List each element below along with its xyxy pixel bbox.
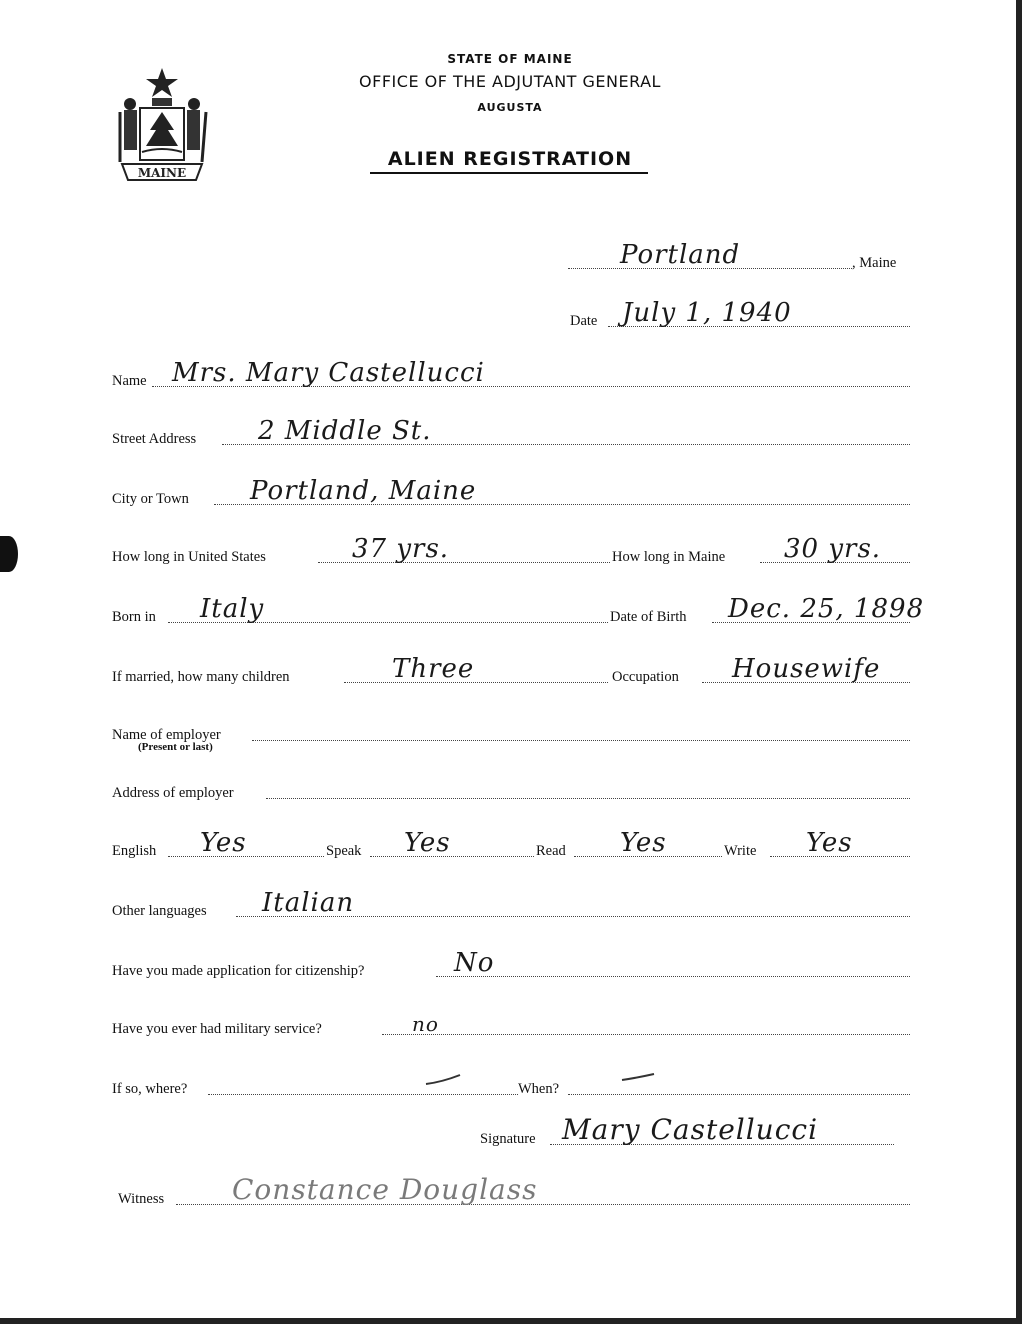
name-label: Name bbox=[112, 373, 147, 389]
name-value[interactable]: Mrs. Mary Castellucci bbox=[172, 358, 485, 388]
maine-time-value[interactable]: 30 yrs. bbox=[784, 534, 882, 564]
write-label: Write bbox=[724, 843, 757, 859]
maine-state-seal bbox=[108, 66, 216, 190]
employer-address-label: Address of employer bbox=[112, 785, 234, 801]
military-value[interactable]: no bbox=[412, 1012, 439, 1036]
citizenship-row bbox=[0, 940, 1024, 980]
military-label: Have you ever had military service? bbox=[112, 1021, 322, 1037]
english-label: English bbox=[112, 843, 157, 859]
street-label: Street Address bbox=[112, 431, 197, 447]
signature-value[interactable]: Mary Castellucci bbox=[562, 1113, 819, 1146]
title-underline bbox=[370, 172, 648, 174]
citizenship-label: Have you made application for citizenship? bbox=[112, 963, 365, 979]
family-row bbox=[0, 646, 1024, 686]
city-heading: AUGUSTA bbox=[477, 101, 543, 114]
service-row bbox=[0, 1058, 1024, 1098]
employer-sublabel: (Present or last) bbox=[138, 741, 213, 753]
other-languages-value[interactable]: Italian bbox=[262, 888, 355, 918]
dob-value[interactable]: Dec. 25, 1898 bbox=[728, 594, 925, 624]
street-row bbox=[0, 408, 1024, 448]
place-value[interactable]: Portland bbox=[620, 240, 741, 270]
write-value[interactable]: Yes bbox=[806, 828, 853, 858]
read-label: Read bbox=[536, 843, 566, 859]
born-label: Born in bbox=[112, 609, 156, 625]
witness-row bbox=[0, 1168, 1024, 1208]
where-check-mark bbox=[424, 1072, 464, 1088]
city-row bbox=[0, 468, 1024, 508]
us-time-value[interactable]: 37 yrs. bbox=[352, 534, 450, 564]
birth-row bbox=[0, 586, 1024, 626]
employer-label: Name of employer bbox=[112, 727, 221, 743]
military-row bbox=[0, 998, 1024, 1038]
city-value[interactable]: Portland, Maine bbox=[250, 476, 477, 506]
svg-text:MAINE: MAINE bbox=[137, 166, 187, 180]
occupation-value[interactable]: Housewife bbox=[732, 654, 881, 684]
english-row bbox=[0, 820, 1024, 860]
when-check-mark bbox=[620, 1070, 660, 1084]
children-value[interactable]: Three bbox=[392, 654, 475, 684]
name-row bbox=[0, 350, 1024, 390]
place-suffix: , Maine bbox=[852, 255, 897, 271]
children-label: If married, how many children bbox=[112, 669, 290, 685]
street-value[interactable]: 2 Middle St. bbox=[258, 416, 432, 446]
city-label: City or Town bbox=[112, 491, 189, 507]
other-languages-label: Other languages bbox=[112, 903, 207, 919]
speak-label: Speak bbox=[326, 843, 362, 859]
witness-value[interactable]: Constance Douglass bbox=[232, 1173, 538, 1206]
signature-label: Signature bbox=[480, 1131, 536, 1147]
date-row bbox=[0, 290, 1024, 330]
maine-time-label: How long in Maine bbox=[612, 549, 726, 565]
place-row bbox=[0, 232, 1024, 272]
dob-label: Date of Birth bbox=[610, 609, 687, 625]
form-title: ALIEN REGISTRATION bbox=[387, 148, 633, 170]
where-label: If so, where? bbox=[112, 1081, 188, 1097]
when-label: When? bbox=[518, 1081, 560, 1097]
born-value[interactable]: Italy bbox=[200, 594, 265, 624]
state-heading: STATE OF MAINE bbox=[447, 52, 573, 66]
signature-row bbox=[0, 1108, 1024, 1148]
speak-value[interactable]: Yes bbox=[404, 828, 451, 858]
witness-label: Witness bbox=[118, 1191, 165, 1207]
date-label: Date bbox=[570, 313, 598, 329]
office-heading: OFFICE OF THE ADJUTANT GENERAL bbox=[359, 72, 661, 91]
citizenship-value[interactable]: No bbox=[454, 948, 495, 978]
us-time-label: How long in United States bbox=[112, 549, 266, 565]
employer-row bbox=[0, 704, 1024, 744]
residence-row bbox=[0, 526, 1024, 566]
languages-row bbox=[0, 880, 1024, 920]
employer-address-row bbox=[0, 762, 1024, 802]
read-value[interactable]: Yes bbox=[620, 828, 667, 858]
occupation-label: Occupation bbox=[612, 669, 679, 685]
date-value[interactable]: July 1, 1940 bbox=[622, 298, 792, 328]
english-value[interactable]: Yes bbox=[200, 828, 247, 858]
